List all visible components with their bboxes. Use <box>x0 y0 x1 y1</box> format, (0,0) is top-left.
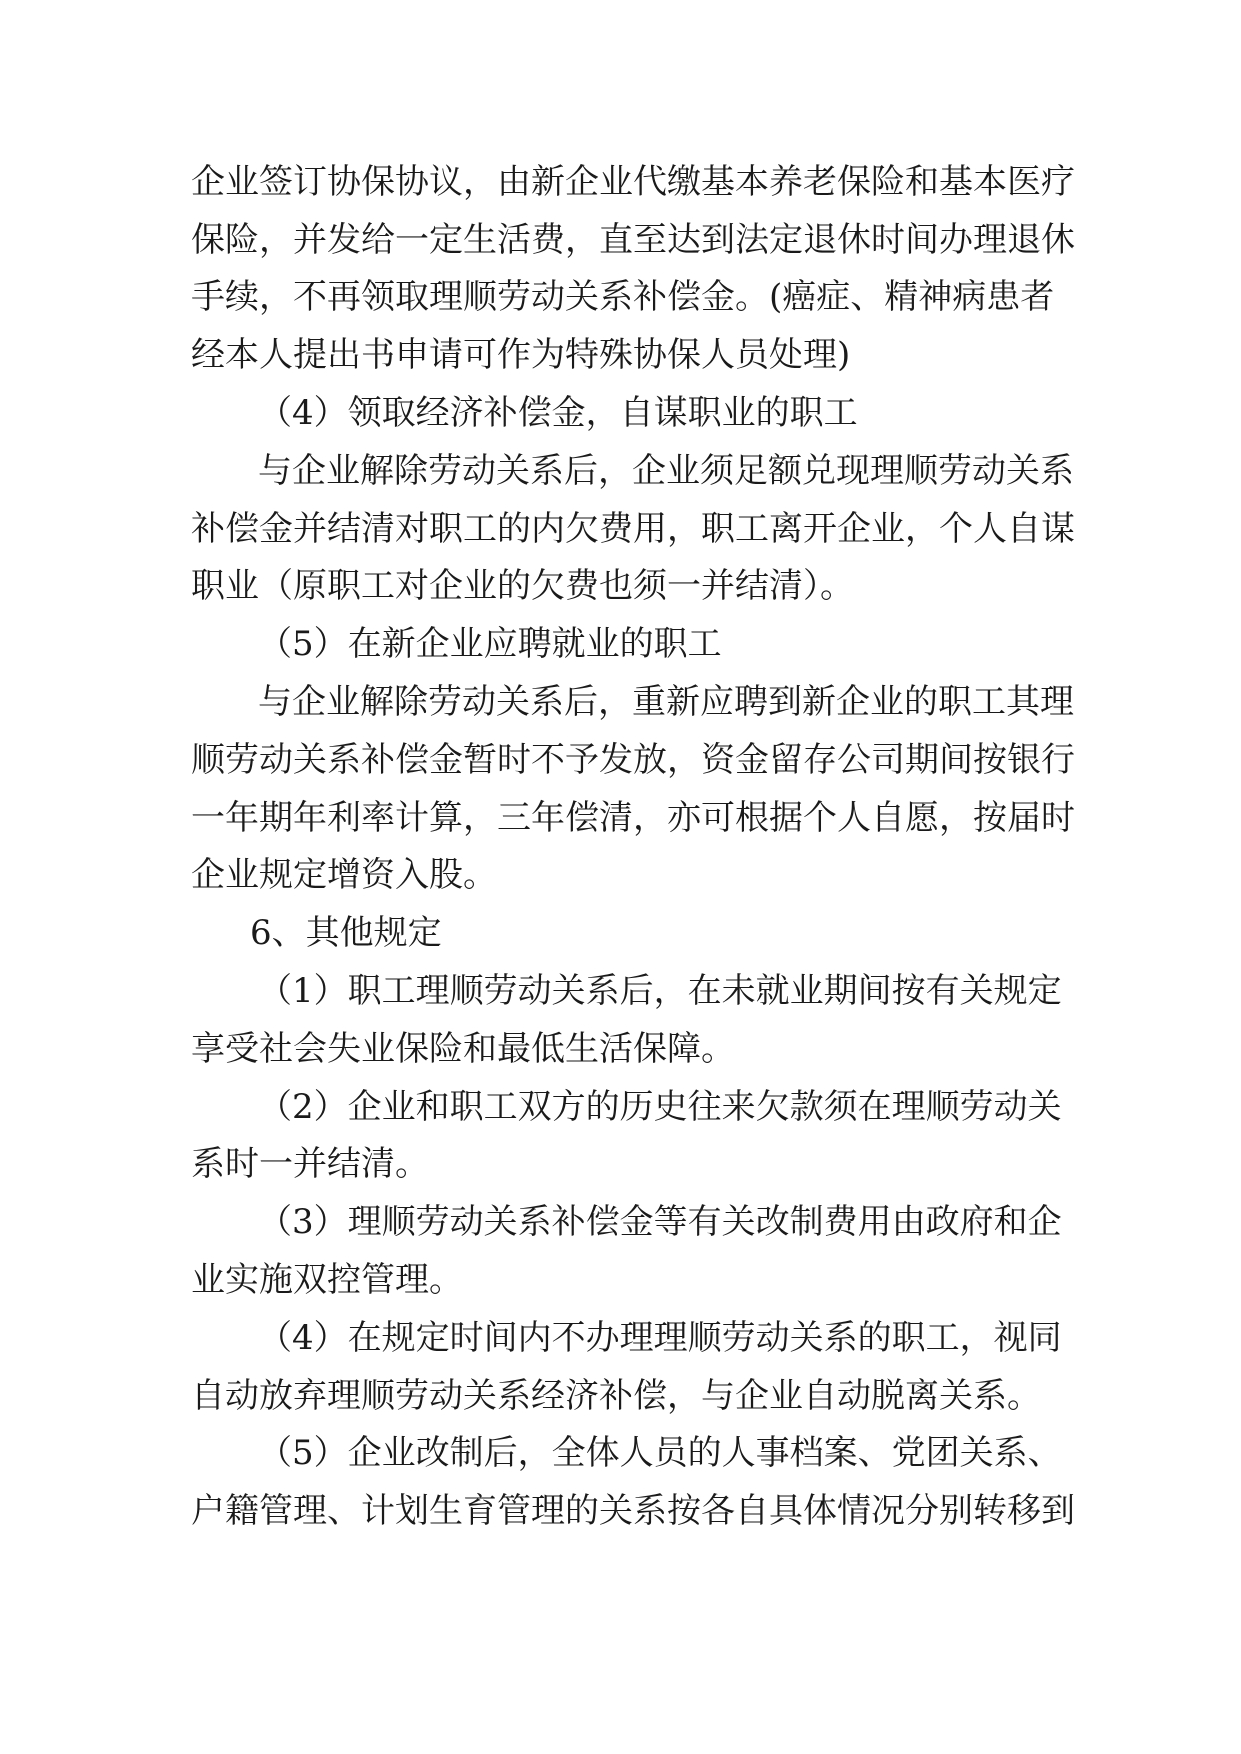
paragraph-first-line: 与企业解除劳动关系后，重新应聘到新企业的职工其理 <box>258 682 1074 722</box>
text-line: 企业签订协保协议，由新企业代缴基本养老保险和基本医疗 <box>191 162 1075 202</box>
text-line: 业实施双控管理。 <box>191 1260 463 1300</box>
text-line: 手续，不再领取理顺劳动关系补偿金。(癌症、精神病患者 <box>191 277 1055 317</box>
paragraph-first-line: （4）在规定时间内不办理理顺劳动关系的职工，视同 <box>258 1318 1062 1358</box>
text-line: 企业规定增资入股。 <box>191 855 497 895</box>
text-line: 户籍管理、计划生育管理的关系按各自具体情况分别转移到 <box>191 1491 1075 1531</box>
text-line: 顺劳动关系补偿金暂时不予发放，资金留存公司期间按银行 <box>191 740 1075 780</box>
text-line: 保险，并发给一定生活费，直至达到法定退休时间办理退休 <box>191 220 1075 260</box>
text-line: 一年期年利率计算，三年偿清，亦可根据个人自愿，按届时 <box>191 798 1075 838</box>
paragraph-first-line: 与企业解除劳动关系后，企业须足额兑现理顺劳动关系 <box>258 451 1074 491</box>
text-line: 自动放弃理顺劳动关系经济补偿，与企业自动脱离关系。 <box>191 1376 1041 1416</box>
text-line: 职业（原职工对企业的欠费也须一并结清）。 <box>191 566 854 606</box>
paragraph-first-line: （5）企业改制后，全体人员的人事档案、党团关系、 <box>258 1433 1062 1473</box>
paragraph-first-line: （2）企业和职工双方的历史往来欠款须在理顺劳动关 <box>258 1087 1062 1127</box>
section-heading: 6、其他规定 <box>250 913 442 953</box>
section-heading: （4）领取经济补偿金，自谋职业的职工 <box>258 393 858 433</box>
text-line: 享受社会失业保险和最低生活保障。 <box>191 1029 735 1069</box>
paragraph-first-line: （1）职工理顺劳动关系后，在未就业期间按有关规定 <box>258 971 1062 1011</box>
paragraph-first-line: （3）理顺劳动关系补偿金等有关改制费用由政府和企 <box>258 1202 1062 1242</box>
text-line: 系时一并结清。 <box>191 1144 429 1184</box>
text-line: 补偿金并结清对职工的内欠费用，职工离开企业，个人自谋 <box>191 509 1075 549</box>
section-heading: （5）在新企业应聘就业的职工 <box>258 624 722 664</box>
text-line: 经本人提出书申请可作为特殊协保人员处理) <box>191 335 851 375</box>
